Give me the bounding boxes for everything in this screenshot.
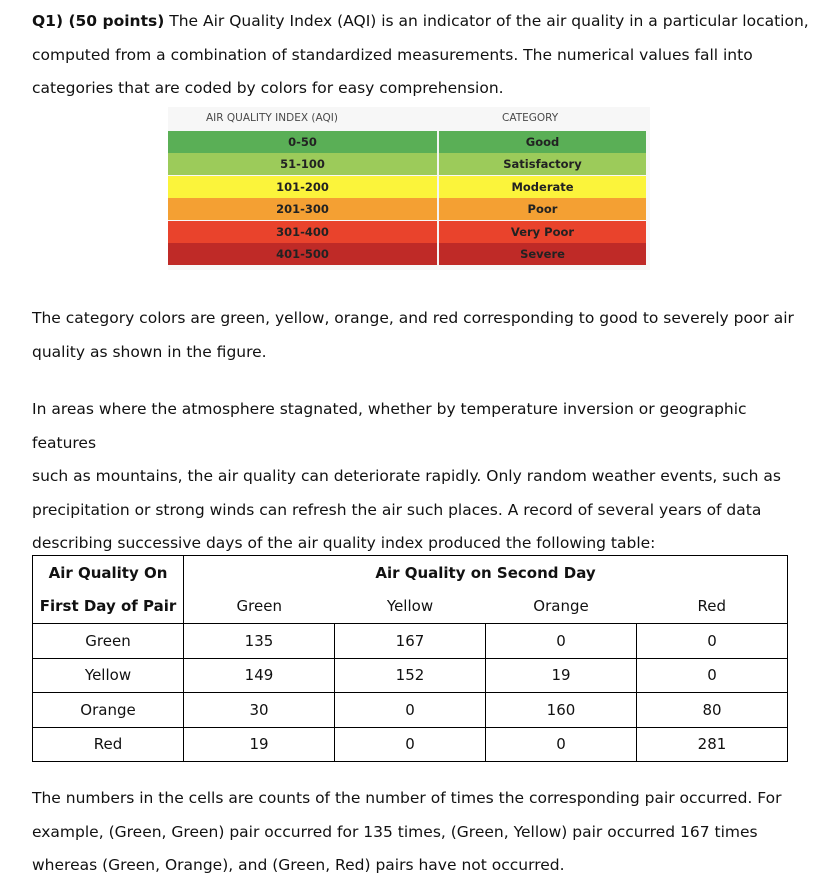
row-label: Orange xyxy=(33,693,184,728)
aqi-figure-header xyxy=(168,107,650,130)
table-row xyxy=(33,658,788,693)
aqi-row xyxy=(168,198,646,220)
count-cell: 160 xyxy=(486,693,637,728)
aqi-range: 401-500 xyxy=(168,243,439,265)
stagnation-line-1: In areas where the atmosphere stagnated, whether by temperature inversion or geographic features xyxy=(32,400,747,452)
aqi-category: Satisfactory xyxy=(503,157,582,172)
table-row xyxy=(33,624,788,659)
question-label: Q1) (50 points) xyxy=(32,12,165,30)
colors-paragraph xyxy=(32,302,812,369)
count-cell: 281 xyxy=(637,727,788,762)
count-cell: 167 xyxy=(335,624,486,659)
aqi-range: 201-300 xyxy=(168,198,439,220)
stagnation-line-4: describing successive days of the air quality index produced the following table: xyxy=(32,534,656,552)
colors-line-1: The category colors are green, yellow, orange, and red corresponding to good to severely poor air xyxy=(32,309,794,327)
explanation-line-2: example, (Green, Green) pair occurred for 135 times, (Green, Yellow) pair occurred 167 times xyxy=(32,822,758,841)
aqi-category: Severe xyxy=(520,247,565,261)
aqi-header-index: AIR QUALITY INDEX (AQI) xyxy=(206,112,338,124)
stagnation-line-2: such as mountains, the air quality can deteriorate rapidly. Only random weather events, such as xyxy=(32,467,782,485)
corner-header-top: Air Quality On xyxy=(33,556,184,590)
table-row xyxy=(33,693,788,728)
aqi-category: Good xyxy=(525,135,560,149)
stagnation-line-3: precipitation or strong winds can refresh the air such places. A record of several years of data xyxy=(32,500,762,519)
second-day-header: Air Quality on Second Day xyxy=(184,556,788,590)
count-cell: 19 xyxy=(184,727,335,762)
column-header-yellow: Yellow xyxy=(335,590,486,624)
count-cell: 30 xyxy=(184,693,335,728)
count-cell: 149 xyxy=(184,658,335,693)
colors-line-2: quality as shown in the figure. xyxy=(32,342,267,361)
column-header-green: Green xyxy=(184,590,335,624)
count-cell: 135 xyxy=(184,624,335,659)
corner-header-bottom: First Day of Pair xyxy=(33,590,184,624)
question-intro xyxy=(32,5,812,106)
intro-line-3: categories that are coded by colors for easy comprehension. xyxy=(32,79,504,97)
row-label: Yellow xyxy=(33,658,184,693)
aqi-category: Moderate xyxy=(511,179,574,194)
stagnation-paragraph xyxy=(32,393,812,561)
transition-table xyxy=(32,555,788,762)
aqi-range: 0-50 xyxy=(168,131,439,153)
aqi-row xyxy=(168,221,646,243)
aqi-row xyxy=(168,153,646,175)
explanation-line-3: whereas (Green, Orange), and (Green, Red) pairs have not occurred. xyxy=(32,856,565,874)
aqi-category: Very Poor xyxy=(510,224,575,239)
count-cell: 0 xyxy=(637,658,788,693)
aqi-row xyxy=(168,176,646,198)
explanation-paragraph xyxy=(32,782,812,883)
row-label: Green xyxy=(33,624,184,659)
column-header-red: Red xyxy=(637,590,788,624)
aqi-row xyxy=(168,243,646,265)
aqi-header-category: CATEGORY xyxy=(502,112,559,124)
count-cell: 0 xyxy=(335,693,486,728)
intro-line-1: Q1) (50 points) The Air Quality Index (AQI) is an indicator of the air quality in a particular location, xyxy=(32,12,809,30)
count-cell: 0 xyxy=(486,624,637,659)
aqi-range: 51-100 xyxy=(168,153,439,175)
row-label: Red xyxy=(33,727,184,762)
count-cell: 0 xyxy=(637,624,788,659)
aqi-range: 301-400 xyxy=(168,221,439,243)
intro-line-2: computed from a combination of standardized measurements. The numerical values fall into xyxy=(32,45,753,64)
count-cell: 0 xyxy=(335,727,486,762)
table-row xyxy=(33,727,788,762)
aqi-category: Poor xyxy=(527,202,558,217)
count-cell: 80 xyxy=(637,693,788,728)
aqi-category-figure xyxy=(168,107,650,270)
count-cell: 0 xyxy=(486,727,637,762)
count-cell: 152 xyxy=(335,658,486,693)
aqi-row xyxy=(168,131,646,153)
count-cell: 19 xyxy=(486,658,637,693)
aqi-range: 101-200 xyxy=(168,176,439,198)
transition-table-body xyxy=(33,624,788,762)
column-header-orange: Orange xyxy=(486,590,637,624)
explanation-line-1: The numbers in the cells are counts of the number of times the corresponding pair occurred. For xyxy=(32,789,782,807)
